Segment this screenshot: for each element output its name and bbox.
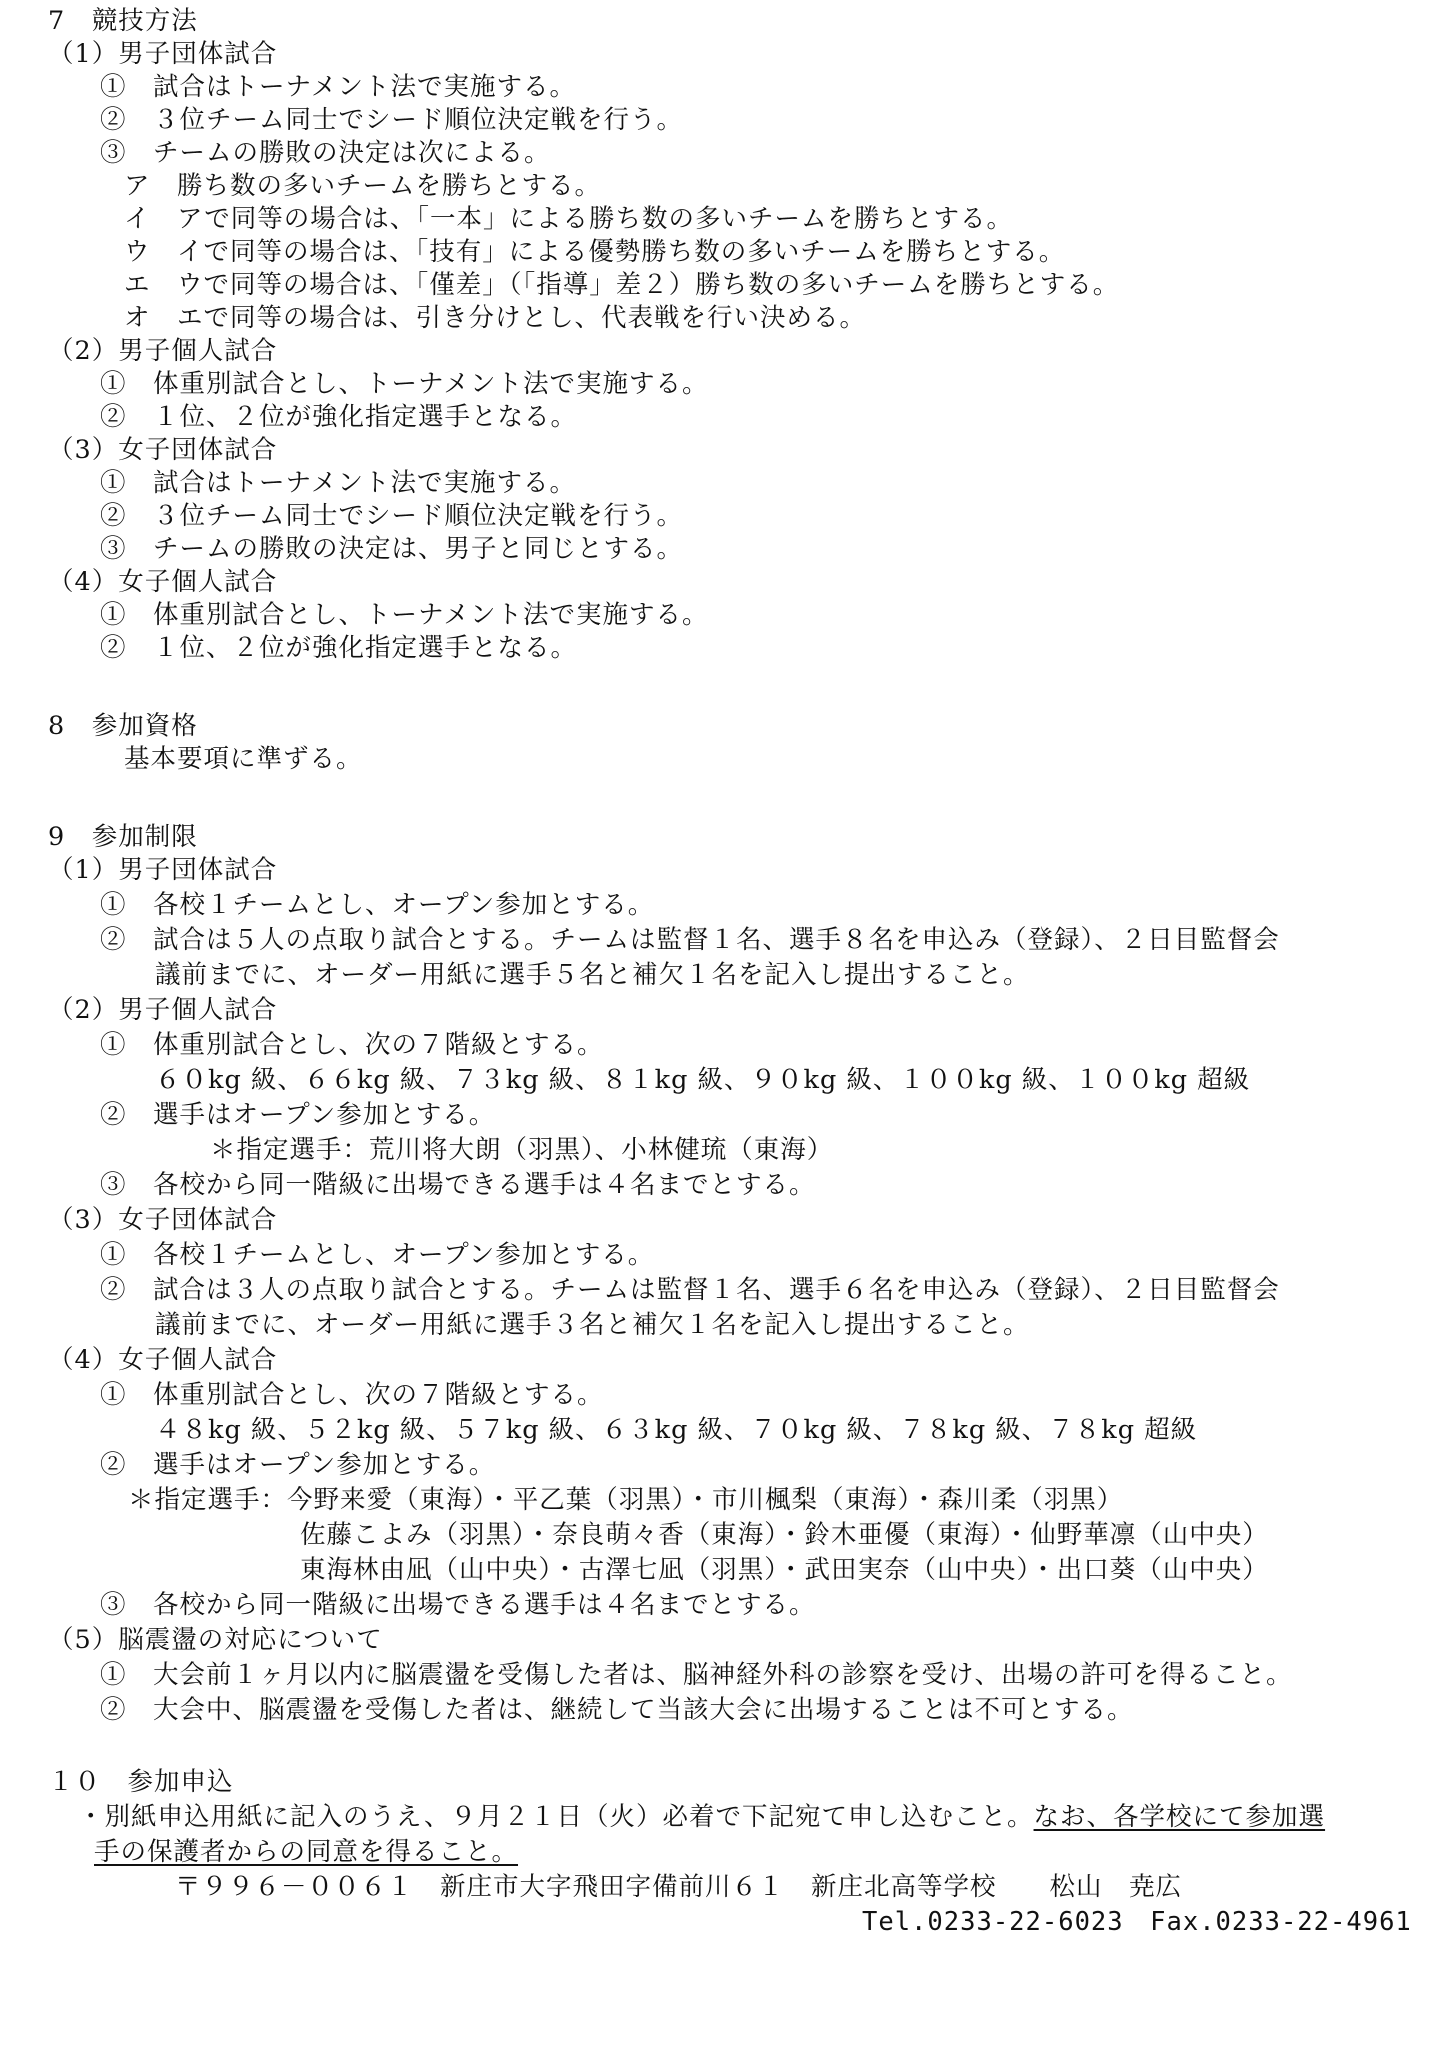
s7-men-team-heading: （1）男子団体試合 xyxy=(48,39,278,69)
list-item: ① 体重別試合とし、次の７階級とする。 xyxy=(100,1380,604,1410)
s9-men-team-heading: （1）男子団体試合 xyxy=(48,855,278,885)
mailing-address: 〒９９６－００６１ 新庄市大字飛田字備前川６１ 新庄北高等学校 松山 尭広 xyxy=(175,1872,1183,1902)
list-item: ① 体重別試合とし、トーナメント法で実施する。 xyxy=(100,600,709,630)
application-instructions xyxy=(78,1800,1325,1834)
list-item-continuation: 議前までに、オーダー用紙に選手５名と補欠１名を記入し提出すること。 xyxy=(155,960,1030,990)
list-item: ② ３位チーム同士でシード順位決定戦を行う。 xyxy=(100,105,684,135)
designated-players-women-2: 佐藤こよみ（羽黒）・奈良萌々香（東海）・鈴木亜優（東海）・仙野華凛（山中央） xyxy=(300,1520,1269,1550)
sub-item: イ アで同等の場合は、「一本」による勝ち数の多いチームを勝ちとする。 xyxy=(124,204,1014,234)
list-item: ② 選手はオープン参加とする。 xyxy=(100,1450,496,1480)
list-item: ① 各校１チームとし、オープン参加とする。 xyxy=(100,1240,655,1270)
designated-players-men: ＊指定選手：荒川将大朗（羽黒）、小林健琉（東海） xyxy=(210,1135,834,1165)
consent-notice-cont: 手の保護者からの同意を得ること。 xyxy=(94,1837,519,1867)
weight-classes-women: ４８kg 級、５２kg 級、５７kg 級、６３kg 級、７０kg 級、７８kg 級、７８kg 超級 xyxy=(155,1415,1198,1445)
application-text: ・別紙申込用紙に記入のうえ、９月２１日（火）必着で下記宛て申し込むこと。 xyxy=(78,1802,1034,1832)
section-7-title: 7 競技方法 xyxy=(48,6,198,36)
list-item: ① 試合はトーナメント法で実施する。 xyxy=(100,72,576,102)
sub-item: エ ウで同等の場合は、「僅差」（「指導」差２）勝ち数の多いチームを勝ちとする。 xyxy=(124,270,1120,300)
list-item: ② ３位チーム同士でシード順位決定戦を行う。 xyxy=(100,501,684,531)
s9-women-team-heading: （3）女子団体試合 xyxy=(48,1205,278,1235)
section-9-title: 9 参加制限 xyxy=(48,822,198,852)
list-item: ① 試合はトーナメント法で実施する。 xyxy=(100,468,576,498)
list-item: ① 各校１チームとし、オープン参加とする。 xyxy=(100,890,655,920)
list-item: ② 試合は５人の点取り試合とする。チームは監督１名、選手８名を申込み（登録）、２日目監督会 xyxy=(100,925,1280,955)
list-item: ② 大会中、脳震盪を受傷した者は、継続して当該大会に出場することは不可とする。 xyxy=(100,1695,1134,1725)
sub-item: オ エで同等の場合は、引き分けとし、代表戦を行い決める。 xyxy=(124,303,867,333)
list-item: ② 試合は３人の点取り試合とする。チームは監督１名、選手６名を申込み（登録）、２日目監督会 xyxy=(100,1275,1280,1305)
list-item: ② １位、２位が強化指定選手となる。 xyxy=(100,633,578,663)
s9-concussion-heading: （5）脳震盪の対応について xyxy=(48,1625,383,1655)
list-item: ① 大会前１ヶ月以内に脳震盪を受傷した者は、脳神経外科の診察を受け、出場の許可を得ること。 xyxy=(100,1660,1293,1690)
list-item: ③ チームの勝敗の決定は、男子と同じとする。 xyxy=(100,534,684,564)
s7-women-individual-heading: （4）女子個人試合 xyxy=(48,567,278,597)
list-item: ② 選手はオープン参加とする。 xyxy=(100,1100,496,1130)
designated-players-women-3: 東海林由凪（山中央）・古澤七凪（羽黒）・武田実奈（山中央）・出口葵（山中央） xyxy=(300,1555,1269,1585)
section-8-body: 基本要項に準ずる。 xyxy=(124,744,363,774)
list-item-continuation: 議前までに、オーダー用紙に選手３名と補欠１名を記入し提出すること。 xyxy=(155,1310,1030,1340)
sub-item: ウ イで同等の場合は、「技有」による優勢勝ち数の多いチームを勝ちとする。 xyxy=(124,237,1066,267)
consent-notice: なお、各学校にて参加選 xyxy=(1033,1802,1326,1832)
list-item: ③ チームの勝敗の決定は次による。 xyxy=(100,138,551,168)
s7-men-individual-heading: （2）男子個人試合 xyxy=(48,336,278,366)
s9-men-individual-heading: （2）男子個人試合 xyxy=(48,995,278,1025)
contact-phone-fax: Tel.0233-22-6023 Fax.0233-22-4961 xyxy=(862,1907,1412,1937)
section-8-title: 8 参加資格 xyxy=(48,711,198,741)
weight-classes-men: ６０kg 級、６６kg 級、７３kg 級、８１kg 級、９０kg 級、１００kg 級、１００kg 超級 xyxy=(155,1065,1251,1095)
s9-women-individual-heading: （4）女子個人試合 xyxy=(48,1345,278,1375)
list-item: ② １位、２位が強化指定選手となる。 xyxy=(100,402,578,432)
list-item: ① 体重別試合とし、トーナメント法で実施する。 xyxy=(100,369,709,399)
application-instructions-cont xyxy=(94,1835,518,1869)
list-item: ③ 各校から同一階級に出場できる選手は４名までとする。 xyxy=(100,1590,816,1620)
section-10-title: １０ 参加申込 xyxy=(48,1767,234,1797)
s7-women-team-heading: （3）女子団体試合 xyxy=(48,435,278,465)
sub-item: ア 勝ち数の多いチームを勝ちとする。 xyxy=(124,171,602,201)
designated-players-women-1: ＊指定選手：今野来愛（東海）・平乙葉（羽黒）・市川楓梨（東海）・森川柔（羽黒） xyxy=(128,1485,1124,1515)
list-item: ① 体重別試合とし、次の７階級とする。 xyxy=(100,1030,604,1060)
list-item: ③ 各校から同一階級に出場できる選手は４名までとする。 xyxy=(100,1170,816,1200)
